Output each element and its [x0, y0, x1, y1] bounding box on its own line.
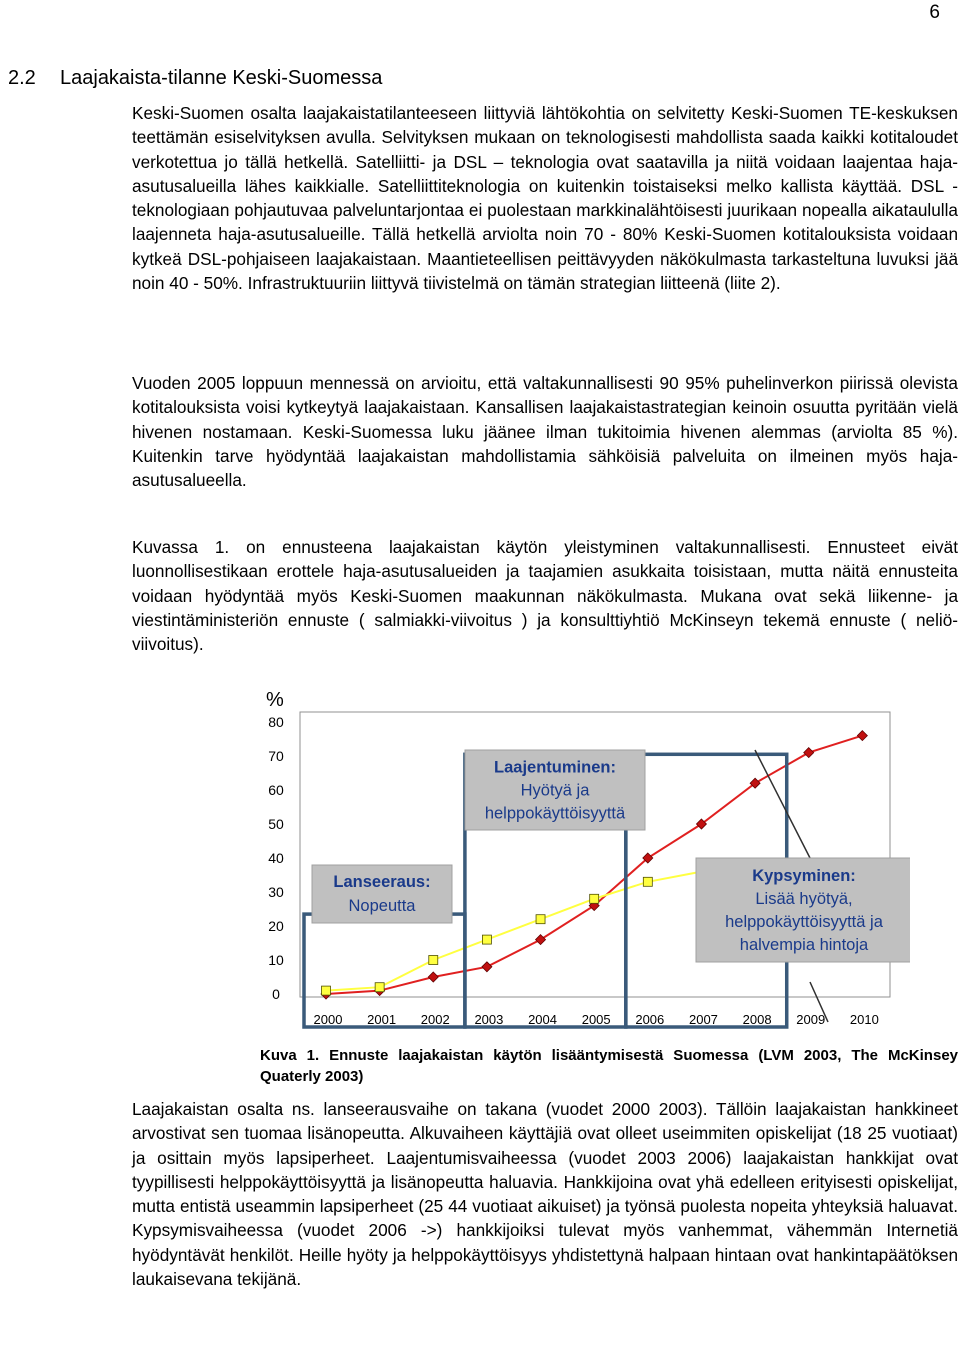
section-title: Laajakaista-tilanne Keski-Suomessa	[60, 67, 383, 89]
adoption-chart	[250, 682, 910, 1042]
square-point	[482, 935, 491, 944]
paragraph-national-forecast: Vuoden 2005 loppuun mennessä on arvioitu, että valtakunnallisesti 90 95% puhelinverkon piirissä olevista kotitalouksista voisi kytkeytyä laajakaistaan. Kansallisen laajakaistastrategian keinoin osuutta pyritään vielä hivenen nostamaan. Keski-Suomessa luku jäänee ilman tukitoimia hivenen alemmas (arviolta 85 %). Kuitenkin tarve hyödyntää laajakaistan mahdollistamia sähköisiä palveluita on ilmeinen myös haja-asutusalueella.	[132, 373, 958, 491]
callout-launch-title: Lanseeraus:	[333, 873, 431, 891]
paragraph-dsl-situation: Keski-Suomen osalta laajakaistatilanteeseen liittyviä lähtökohtia on selvitetty Keski-Suomen TE-keskuksen teettämän esiselvityksen avulla. Selvityksen mukaan on teknologisesti mahdollista saada kaikki kotitaloudet verkotettua jo tällä hetkellä. Satelliitti- ja DSL – teknologia ovat saatavilla ja niitä voidaan laajentaa haja-asutusalueilla lähes kaikkialle. Satelliittiteknologia on kuitenkin toistaiseksi melko kallista käyttää. DSL - teknologiaan pohjautuvaa palveluntarjontaa ei puolestaan markkinalähtöisesti juurikaan nopealla aikataululla laajenneta haja-asutusalueille. Tällä hetkellä arviolta noin 70 - 80% Keski-Suomen kotitalouksista voidaan kytkeä DSL-pohjaiseen laajakaistaan. Maantieteellisen peittävyyden näkökulmasta tarkasteltuna luvuksi jää noin 40 - 50%. Infrastruktuuriin liittyvä tiivistelmä on tämän strategian liitteenä (liite 2).	[132, 103, 958, 294]
square-point	[536, 915, 545, 924]
square-point	[375, 983, 384, 992]
x-tick-label: 2003	[474, 1012, 504, 1027]
callout-maturity-text: Lisää hyötyä,	[755, 890, 853, 908]
y-tick-label: 50	[268, 816, 284, 832]
y-tick-label: 10	[268, 952, 284, 968]
paragraph-adoption-phases: Laajakaistan osalta ns. lanseerausvaihe on takana (vuodet 2000 2003). Tällöin laajakaistan hankkineet arvostivat sen tuomaa lisänopeutta. Alkuvaiheen käyttäjiä ovat olleet useimmiten opiskelijat (18 25 vuotiaat) ja osittain myös lapsiperheet. Laajentumisvaiheessa (vuodet 2003 2006) laajakaistan hankkijat ovat tyypillisesti helppokäyttöisyyttä ja lisänopeutta haluavia. Hankkijoina ovat yhä edelleen erityisesti opiskelijat, mutta entistä useammin lapsiperheet (25 44 vuotiaat aikuiset) ja työnsä puolesta nopeita yhteyksiä haluavat. Kypsymisvaiheessa (vuodet 2006 ->) hankkijoiksi tulevat myös vanhemmat, vähemmän Internetiä hyödyntävät henkilöt. Heille hyöty ja helppokäyttöisyys yhdistettynä halpaan hintaan ovat hankintapäätöksen laukaisevana tekijänä.	[132, 1099, 958, 1290]
x-tick-label: 2009	[796, 1012, 826, 1027]
y-tick-label: 80	[268, 714, 284, 730]
paragraph-figure-intro: Kuvassa 1. on ennusteena laajakaistan käytön yleistyminen valtakunnallisesti. Ennusteet eivät luonnollisestikaan erottele haja-asutusalueiden ja taajamien asukkaita toisistaan, mutta näitä ennusteita voidaan hyödyntää myös Keski-Suomen maakunnan näkökulmasta. Mukana ovat sekä liikenne- ja viestintäministeriön ennuste ( salmiakki-viivoitus ) ja konsulttiyhtiö McKinseyn tekemä ennuste ( neliö-viivoitus).	[132, 537, 958, 655]
y-tick-label: 0	[272, 986, 280, 1002]
callout-maturity-text: helppokäyttöisyyttä ja	[725, 913, 883, 931]
callout-expansion-text: helppokäyttöisyyttä	[484, 804, 626, 823]
x-tick-label: 2000	[313, 1012, 343, 1027]
y-tick-label: 20	[268, 918, 284, 934]
x-tick-label: 2001	[367, 1012, 397, 1027]
x-tick-label: 2008	[742, 1012, 772, 1027]
x-tick-label: 2007	[688, 1012, 718, 1027]
figure-caption: Kuva 1. Ennuste laajakaistan käytön lisääntymisestä Suomessa (LVM 2003, The McKinsey Quaterly 2003)	[260, 1047, 958, 1085]
square-point	[429, 956, 438, 965]
section-number: 2.2	[8, 67, 36, 89]
callout-expansion-title: Laajentuminen:	[494, 758, 616, 777]
page-number: 6	[929, 2, 940, 23]
section-heading	[8, 67, 382, 90]
x-tick-label: 2004	[528, 1012, 558, 1027]
y-tick-label: 60	[268, 782, 284, 798]
x-tick-label: 2010	[849, 1012, 879, 1027]
square-point	[590, 894, 599, 903]
callout-expansion-text: Hyötyä ja	[520, 781, 590, 800]
x-tick-label: 2006	[635, 1012, 665, 1027]
y-axis-label: %	[266, 689, 284, 711]
y-tick-label: 30	[268, 884, 284, 900]
x-tick-label: 2002	[420, 1012, 450, 1027]
y-tick-label: 70	[268, 748, 284, 764]
square-point	[322, 986, 331, 995]
square-point	[643, 877, 652, 886]
callout-launch-text: Nopeutta	[348, 897, 416, 915]
y-tick-label: 40	[268, 850, 284, 866]
callout-maturity-title: Kypsyminen:	[752, 867, 856, 885]
x-tick-label: 2005	[581, 1012, 611, 1027]
callout-maturity-text: halvempia hintoja	[739, 936, 869, 954]
